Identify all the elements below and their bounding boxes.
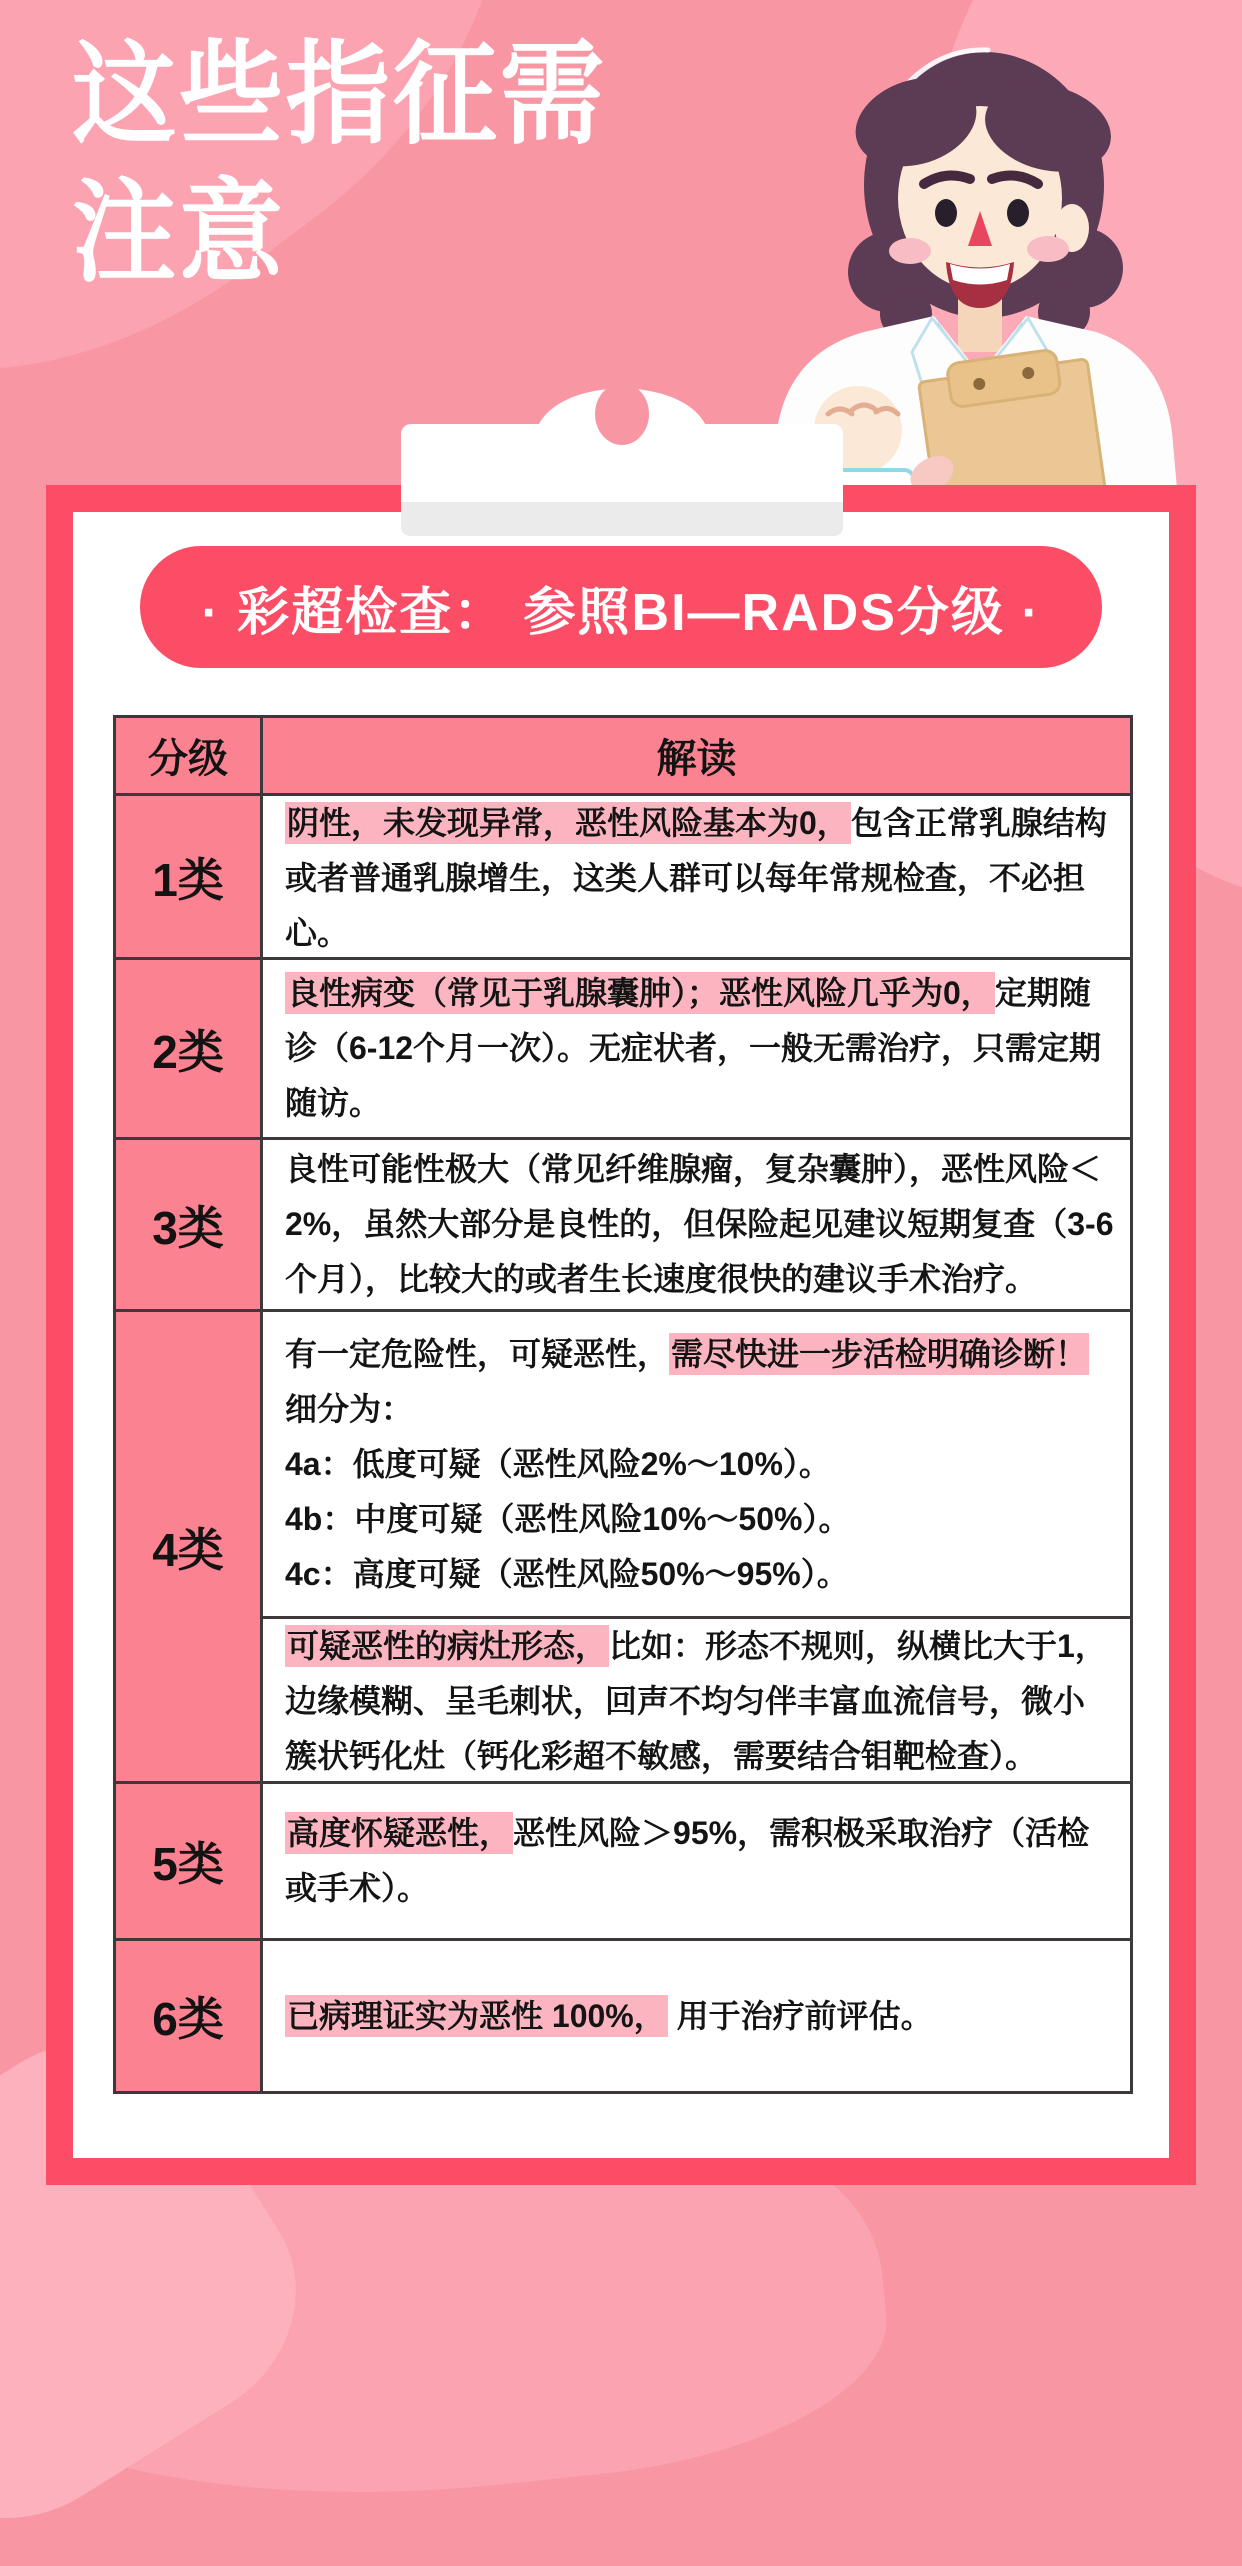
birads-table xyxy=(113,715,1133,2094)
table-row xyxy=(116,1312,1130,1784)
highlighted-text: 良性病变（常见于乳腺囊肿）；恶性风险几乎为0， xyxy=(285,972,995,1014)
interpretation-cell xyxy=(263,1616,1130,1784)
table-row xyxy=(116,960,1130,1140)
highlighted-text: 高度怀疑恶性， xyxy=(285,1812,513,1854)
table-row xyxy=(116,1784,1130,1941)
interpretation-cell xyxy=(263,960,1130,1137)
table-header-row xyxy=(116,718,1130,796)
interpretation-cell xyxy=(263,1941,1130,2091)
table-header-grade: 分级 xyxy=(116,718,263,793)
interpretation-cell xyxy=(263,796,1130,961)
interpretation-text: 阴性，未发现异常，恶性风险基本为0，包含正常乳腺结构或者普通乳腺增生，这类人群可以每年常规检查，不必担心。 xyxy=(285,796,1114,961)
interpretation-cell xyxy=(263,1140,1130,1309)
grade-label: 3类 xyxy=(116,1140,263,1309)
grade-label: 5类 xyxy=(116,1784,263,1938)
grade-label: 4类 xyxy=(116,1312,263,1781)
interpretation-text: 高度怀疑恶性，恶性风险＞95%，需积极采取治疗（活检或手术）。 xyxy=(285,1806,1114,1916)
interpretation-text: 良性病变（常见于乳腺囊肿）；恶性风险几乎为0，定期随诊（6-12个月一次）。无症状者，一般无需治疗，只需定期随访。 xyxy=(285,966,1114,1131)
highlighted-text: 需尽快进一步活检明确诊断！ xyxy=(669,1333,1089,1375)
interpretation-cell xyxy=(263,1312,1130,1616)
grade-label: 2类 xyxy=(116,960,263,1137)
highlighted-text: 已病理证实为恶性 100%， xyxy=(285,1995,668,2037)
interpretation-text: 可疑恶性的病灶形态，比如：形态不规则，纵横比大于1，边缘模糊、呈毛刺状，回声不均匀伴丰富血流信号，微小簇状钙化灶（钙化彩超不敏感，需要结合钼靶检查）。 xyxy=(285,1619,1114,1784)
page-title xyxy=(72,26,607,302)
table-header-interpretation: 解读 xyxy=(656,737,737,781)
table-row xyxy=(116,1140,1130,1312)
section-banner xyxy=(140,546,1102,668)
section-banner-text: · 彩超检查： 参照BI—RADS分级 · xyxy=(201,583,1041,642)
clipboard-clip-icon xyxy=(397,352,847,540)
highlighted-text: 可疑恶性的病灶形态， xyxy=(285,1625,609,1667)
highlighted-text: 阴性，未发现异常，恶性风险基本为0， xyxy=(285,802,851,844)
interpretation-cell xyxy=(263,1784,1130,1938)
table-row xyxy=(116,1941,1130,2091)
page-title-line1: 这些指征需 xyxy=(72,32,607,157)
grade-label: 1类 xyxy=(116,796,263,957)
interpretation-text: 已病理证实为恶性 100%， 用于治疗前评估。 xyxy=(285,1989,933,2044)
interpretation-text: 良性可能性极大（常见纤维腺瘤，复杂囊肿），恶性风险＜2%，虽然大部分是良性的，但保险起见建议短期复查（3-6个月），比较大的或者生长速度很快的建议手术治疗。 xyxy=(285,1151,1114,1297)
grade-label: 6类 xyxy=(116,1941,263,2091)
interpretation-text: 有一定危险性，可疑恶性，需尽快进一步活检明确诊断！ 细分为： 4a：低度可疑（恶性风险2%～10%）。 4b：中度可疑（恶性风险10%～50%）。 4c：高度可疑（恶性风险50%～95%）。 xyxy=(285,1327,1089,1602)
table-body xyxy=(116,796,1130,2091)
page-title-line2: 注意 xyxy=(72,170,286,295)
table-row xyxy=(116,796,1130,960)
